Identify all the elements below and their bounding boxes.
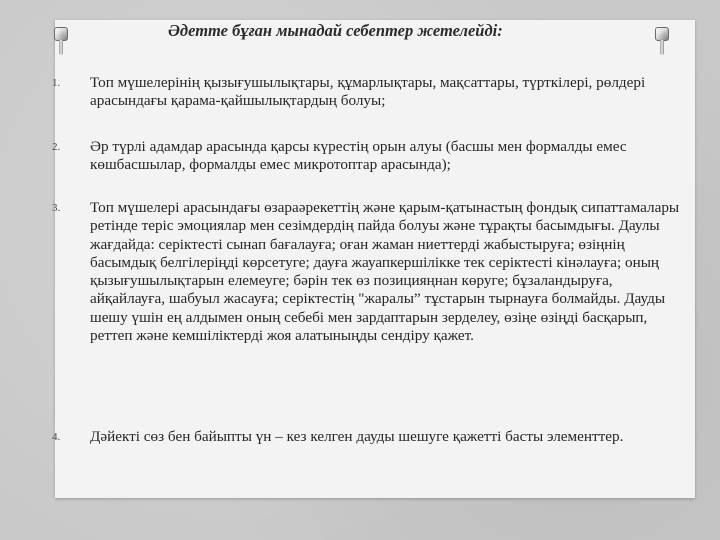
list-item-text: Дәйекті сөз бен байыпты үн – кез келген дауды шешуге қажетті басты элементтер.	[90, 428, 624, 445]
slide-title: Әдетте бұған мынадай себептер жетелейді:	[168, 21, 503, 40]
pushpin-icon	[54, 27, 68, 57]
list-number: 4.	[52, 431, 61, 443]
list-item-text: Әр түрлі адамдар арасында қарсы күрестің орын алуы (басшы мен формалды емес көшбасшылар, формалды емес микротоптар арасында);	[90, 138, 627, 174]
list-item-text: Топ мүшелерінің қызығушылықтары, құмарлықтары, мақсаттары, түрткілері, рөлдері арасындағы қарама-қайшылықтардың болуы;	[90, 74, 646, 110]
list-number: 2.	[52, 141, 61, 153]
list-number: 1.	[52, 77, 61, 89]
list-number: 3.	[52, 202, 61, 214]
list-item-text: Топ мүшелері арасындағы өзараәрекеттің және қарым-қатынастың фондық сипаттамалары ретінде теріс эмоциялар мен сезімдердің пайда болуы және тұрақты басымдығы. Даулы жағдайда: серіктесті сынап бағалауға; оған жаман ниеттерді жабыстыруға; өзіңнің басымдық белгілеріңді көрсетуге; дауға жауапкершілікке тек серіктесті кінәлауға; оның қызығушылықтарын елемеуге; бәрін тек өз позицияңнан көруге; бұзаландыруға, айқайлауға, шабуыл жасауға; серіктестің "жаралы” тұстарын тырнауға болмайды. Дауды шешу үшін ең алдымен оның себебі мен зардаптарын зерделеу, өзіңе өзіңді басқарып, реттеп және кемшіліктерді жоя алатыныңды сендіру қажет.	[90, 199, 680, 345]
pushpin-icon	[655, 27, 669, 57]
